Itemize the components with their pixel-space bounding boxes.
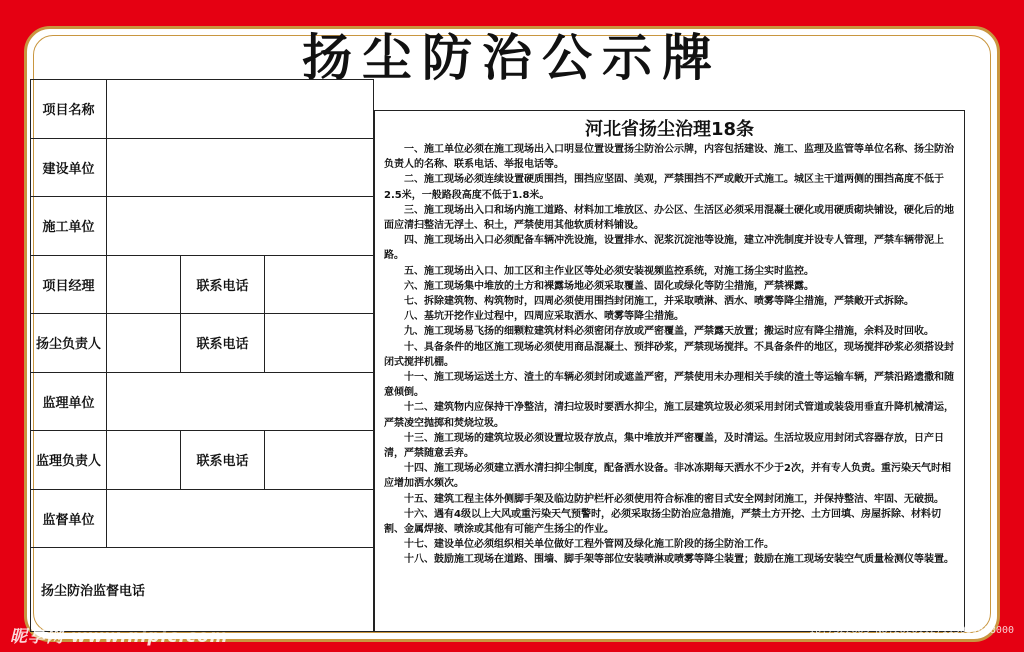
- rules-list: [384, 142, 958, 568]
- table-row-oversight-unit: [31, 490, 373, 549]
- rule-item: 一、施工单位必须在施工现场出入口明显位置设置扬尘防治公示牌，内容包括建设、施工、监理及监管等单位名称、扬尘防治负责人的名称、联系电话、举报电话等。: [384, 144, 954, 171]
- supervision-unit-value: [107, 373, 373, 431]
- rule-item: 十六、遇有4级以上大风或重污染天气预警时，必须采取扬尘防治应急措施，严禁土方开挖、土方回填、房屋拆除、材料切割、金属焊接、喷涂或其他有可能产生扬尘的作业。: [384, 508, 941, 536]
- watermark-logo: 昵享网 www.nipic.com: [10, 627, 229, 647]
- construction-unit-label: 建设单位: [31, 139, 107, 197]
- rule-item: 十、具备条件的地区施工现场必须使用商品混凝土、预拌砂浆，严禁现场搅拌。不具备条件的地区，现场搅拌砂浆必须搭设封闭式搅拌机棚。: [384, 341, 954, 368]
- rule-item: 八、基坑开挖作业过程中，四周应采取洒水、喷雾等降尘措施。: [404, 311, 684, 323]
- builder-unit-label: 施工单位: [31, 197, 107, 255]
- supervision-responsible-label: 监理负责人: [31, 431, 107, 489]
- rule-item: 十二、建筑物内应保持干净整洁，清扫垃圾时要洒水抑尘，施工层建筑垃圾必须采用封闭式管道或装袋用垂直升降机械清运，严禁凌空抛掷和焚烧垃圾。: [384, 402, 954, 429]
- construction-unit-value: [107, 139, 373, 197]
- table-row-supervision-responsible: [31, 431, 373, 490]
- project-name-value: [107, 80, 373, 138]
- rule-item: 十四、施工现场必须建立洒水清扫抑尘制度，配备洒水设备。非冰冻期每天洒水不少于2次，并有专人负责。重污染天气时相应增加洒水频次。: [384, 463, 951, 490]
- project-manager-label: 项目经理: [31, 256, 107, 314]
- dust-responsible-value: [107, 314, 181, 372]
- table-row-project-name: [31, 80, 373, 139]
- contact-phone-value-3: [265, 431, 373, 489]
- contact-phone-label-2: 联系电话: [181, 314, 265, 372]
- info-table: [30, 79, 374, 632]
- rule-item: 十三、施工现场的建筑垃圾必须设置垃圾存放点，集中堆放并严密覆盖，及时清运。生活垃圾应用封闭式容器存放，日产日清，严禁随意丢弃。: [384, 432, 944, 460]
- rule-item: 二、施工现场必须连续设置硬质围挡，围挡应坚固、美观，严禁围挡不严或敞开式施工。城区主干道两侧的围挡高度不低于2.5米，一般路段高度不低于1.8米。: [384, 174, 944, 201]
- rule-item: 十八、鼓励施工现场在道路、围墙、脚手架等部位安装喷淋或喷雾等降尘装置；鼓励在施工现场安装空气质量检测仪等装置。: [404, 554, 954, 566]
- rule-item: 九、施工现场易飞扬的细颗粒建筑材料必须密闭存放或严密覆盖，严禁露天放置；搬运时应有降尘措施，余料及时回收。: [404, 326, 934, 338]
- table-row-construction-unit: [31, 139, 373, 198]
- project-name-label: 项目名称: [31, 80, 107, 138]
- rule-item: 十七、建设单位必须组织相关单位做好工程外管网及绿化施工阶段的扬尘防治工作。: [404, 539, 774, 551]
- rule-item: 四、施工现场出入口必须配备车辆冲洗设施，设置排水、泥浆沉淀池等设施，建立冲洗制度并设专人管理，严禁车辆带泥上路。: [384, 235, 944, 262]
- table-row-builder-unit: [31, 197, 373, 256]
- rule-item: 六、施工现场集中堆放的土方和裸露场地必须采取覆盖、固化或绿化等防尘措施，严禁裸露。: [404, 280, 814, 292]
- supervision-responsible-value: [107, 431, 181, 489]
- watermark-id: ID:7322603 NO:20201127115031418000: [809, 625, 1014, 636]
- rule-item: 三、施工现场出入口和场内施工道路、材料加工堆放区、办公区、生活区必须采用混凝土硬化或用硬质砌块铺设，硬化后的地面应清扫整洁无浮土、积土，严禁使用其他软质材料铺设。: [384, 204, 954, 232]
- oversight-unit-value: [107, 490, 373, 548]
- table-row-oversight-phone: [31, 548, 373, 631]
- rule-item: 七、拆除建筑物、构筑物时，四周必须使用围挡封闭施工，并采取喷淋、洒水、喷雾等降尘措施，严禁敞开式拆除。: [404, 296, 914, 308]
- table-row-dust-responsible: [31, 314, 373, 373]
- dust-responsible-label: 扬尘负责人: [31, 314, 107, 372]
- builder-unit-value: [107, 197, 373, 255]
- rule-item: 五、施工现场出入口、加工区和主作业区等处必须安装视频监控系统，对施工扬尘实时监控。: [404, 265, 814, 277]
- rules-title: 河北省扬尘治理18条: [584, 119, 755, 140]
- contact-phone-value-1: [265, 256, 373, 314]
- rule-item: 十一、施工现场运送土方、渣土的车辆必须封闭或遮盖严密，严禁使用未办理相关手续的渣土等运输车辆，严禁沿路遗撒和随意倾倒。: [384, 372, 954, 399]
- project-manager-value: [107, 256, 181, 314]
- oversight-unit-label: 监督单位: [31, 490, 107, 548]
- contact-phone-value-2: [265, 314, 373, 372]
- contact-phone-label-1: 联系电话: [181, 256, 265, 314]
- board-title: 扬尘防治公示牌: [302, 28, 722, 87]
- oversight-phone-label: 扬尘防治监督电话: [41, 584, 146, 599]
- supervision-unit-label: 监理单位: [31, 373, 107, 431]
- contact-phone-label-3: 联系电话: [181, 431, 265, 489]
- table-row-supervision-unit: [31, 373, 373, 432]
- rule-item: 十五、建筑工程主体外侧脚手架及临边防护栏杆必须使用符合标准的密目式安全网封闭施工，并保持整洁、牢固、无破损。: [404, 493, 944, 505]
- table-row-project-manager: [31, 256, 373, 315]
